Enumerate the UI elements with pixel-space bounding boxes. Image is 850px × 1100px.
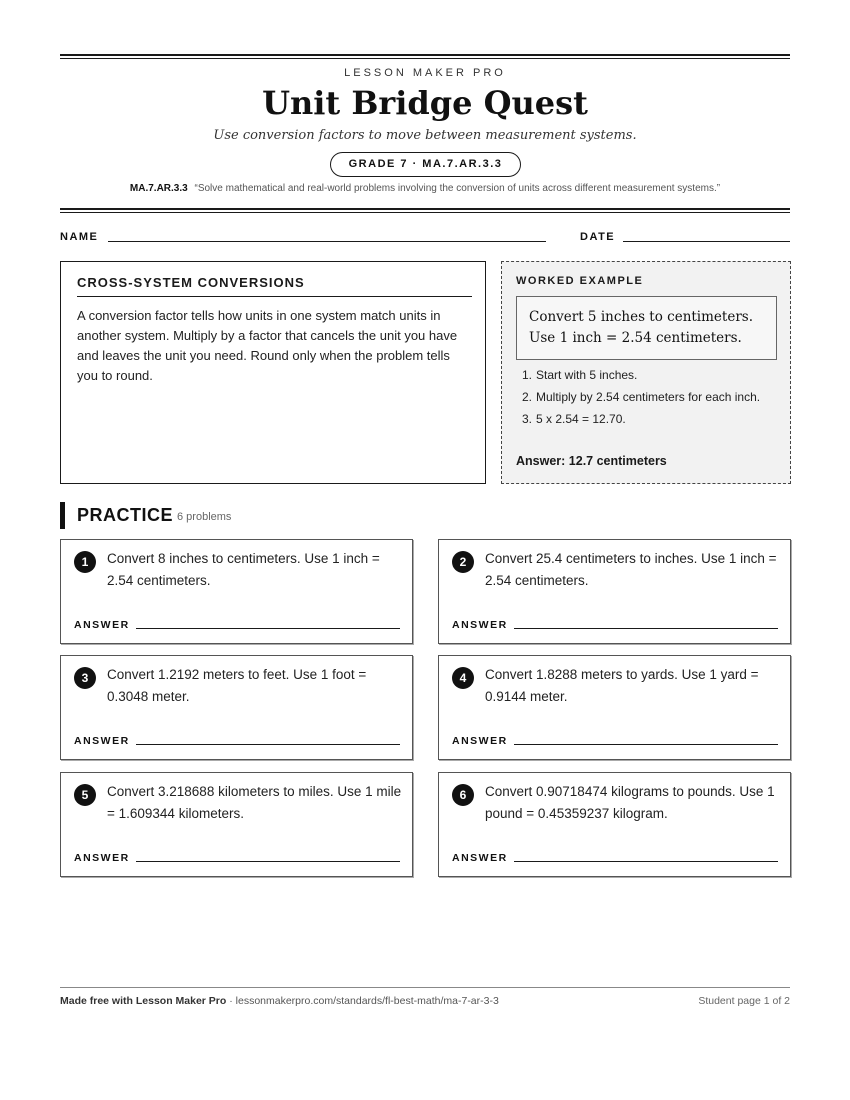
problem-card <box>438 539 791 644</box>
answer-label: ANSWER <box>74 852 130 864</box>
grade-badge: GRADE 7 · MA.7.AR.3.3 <box>330 152 521 177</box>
worksheet-title: Unit Bridge Quest <box>262 84 588 122</box>
worked-example-step: 2. Multiply by 2.54 centimeters for each inch. <box>522 390 761 404</box>
brand-name: LESSON MAKER PRO <box>344 67 506 79</box>
header-bottom-rule <box>60 208 790 213</box>
worked-example-answer: Answer: 12.7 centimeters <box>516 454 667 468</box>
date-label: DATE <box>580 231 616 243</box>
worked-example-heading: WORKED EXAMPLE <box>516 275 644 287</box>
problem-card <box>60 655 413 760</box>
worked-example-steps <box>516 366 778 432</box>
problem-card <box>60 772 413 877</box>
answer-label: ANSWER <box>452 735 508 747</box>
answer-line[interactable] <box>514 861 778 862</box>
footer-credit <box>60 995 499 1007</box>
answer-line[interactable] <box>136 628 400 629</box>
name-field[interactable] <box>108 241 546 242</box>
practice-count: 6 problems <box>177 511 232 523</box>
worked-example-problem <box>516 296 777 360</box>
answer-line[interactable] <box>514 744 778 745</box>
problem-number-badge: 3 <box>74 667 96 689</box>
problem-text: Convert 25.4 centimeters to inches. Use 1 inch = 2.54 centimeters. <box>485 551 777 588</box>
problem-number-badge: 4 <box>452 667 474 689</box>
answer-line[interactable] <box>514 628 778 629</box>
problem-text: Convert 3.218688 kilometers to miles. Use 1 mile = 1.609344 kilometers. <box>107 784 402 821</box>
problem-text: Convert 8 inches to centimeters. Use 1 inch = 2.54 centimeters. <box>107 551 380 588</box>
answer-label: ANSWER <box>452 619 508 631</box>
footer-made-with: Made free with Lesson Maker Pro <box>60 995 227 1007</box>
problem-number-badge: 6 <box>452 784 474 806</box>
problem-number-badge: 2 <box>452 551 474 573</box>
worksheet-subtitle: Use conversion factors to move between measurement systems. <box>213 128 637 143</box>
name-label: NAME <box>60 231 99 243</box>
problem-text: Convert 1.2192 meters to feet. Use 1 foot = 0.3048 meter. <box>107 667 367 704</box>
problem-card <box>60 539 413 644</box>
concept-heading: CROSS-SYSTEM CONVERSIONS <box>77 275 472 297</box>
footer-page-number: Student page 1 of 2 <box>698 995 790 1007</box>
top-rule <box>60 54 790 59</box>
practice-title: PRACTICE <box>77 505 174 525</box>
date-field[interactable] <box>623 241 790 242</box>
answer-label: ANSWER <box>452 852 508 864</box>
problem-number-badge: 5 <box>74 784 96 806</box>
concept-box <box>60 261 486 484</box>
problem-text: Convert 1.8288 meters to yards. Use 1 yard = 0.9144 meter. <box>485 667 759 704</box>
answer-label: ANSWER <box>74 619 130 631</box>
answer-label: ANSWER <box>74 735 130 747</box>
standard-text: “Solve mathematical and real-world problems involving the conversion of units across different measurement systems.” <box>194 183 721 194</box>
answer-line[interactable] <box>136 744 400 745</box>
problem-card <box>438 772 791 877</box>
concept-text: A conversion factor tells how units in one system match units in another system. Multiply by a factor that cancels the unit you have and leaves the unit you need. Round only when the problem tells you to round. <box>77 308 458 383</box>
worked-example-step: 3. 5 x 2.54 = 12.70. <box>522 412 626 426</box>
footer-url[interactable]: · lessonmakerpro.com/standards/fl-best-math/ma-7-ar-3-3 <box>226 995 499 1007</box>
problem-number-badge: 1 <box>74 551 96 573</box>
problem-text: Convert 0.90718474 kilograms to pounds. Use 1 pound = 0.45359237 kilogram. <box>485 784 775 821</box>
problem-card <box>438 655 791 760</box>
standard-line <box>0 183 850 194</box>
worked-example-problem-line: Convert 5 inches to centimeters. <box>529 309 754 325</box>
footer-rule <box>60 987 790 988</box>
practice-accent-bar <box>60 502 65 529</box>
answer-line[interactable] <box>136 861 400 862</box>
worked-example-problem-line: Use 1 inch = 2.54 centimeters. <box>529 330 742 346</box>
worked-example-box <box>501 261 791 484</box>
worked-example-step: 1. Start with 5 inches. <box>522 368 638 382</box>
standard-code: MA.7.AR.3.3 <box>129 183 188 194</box>
